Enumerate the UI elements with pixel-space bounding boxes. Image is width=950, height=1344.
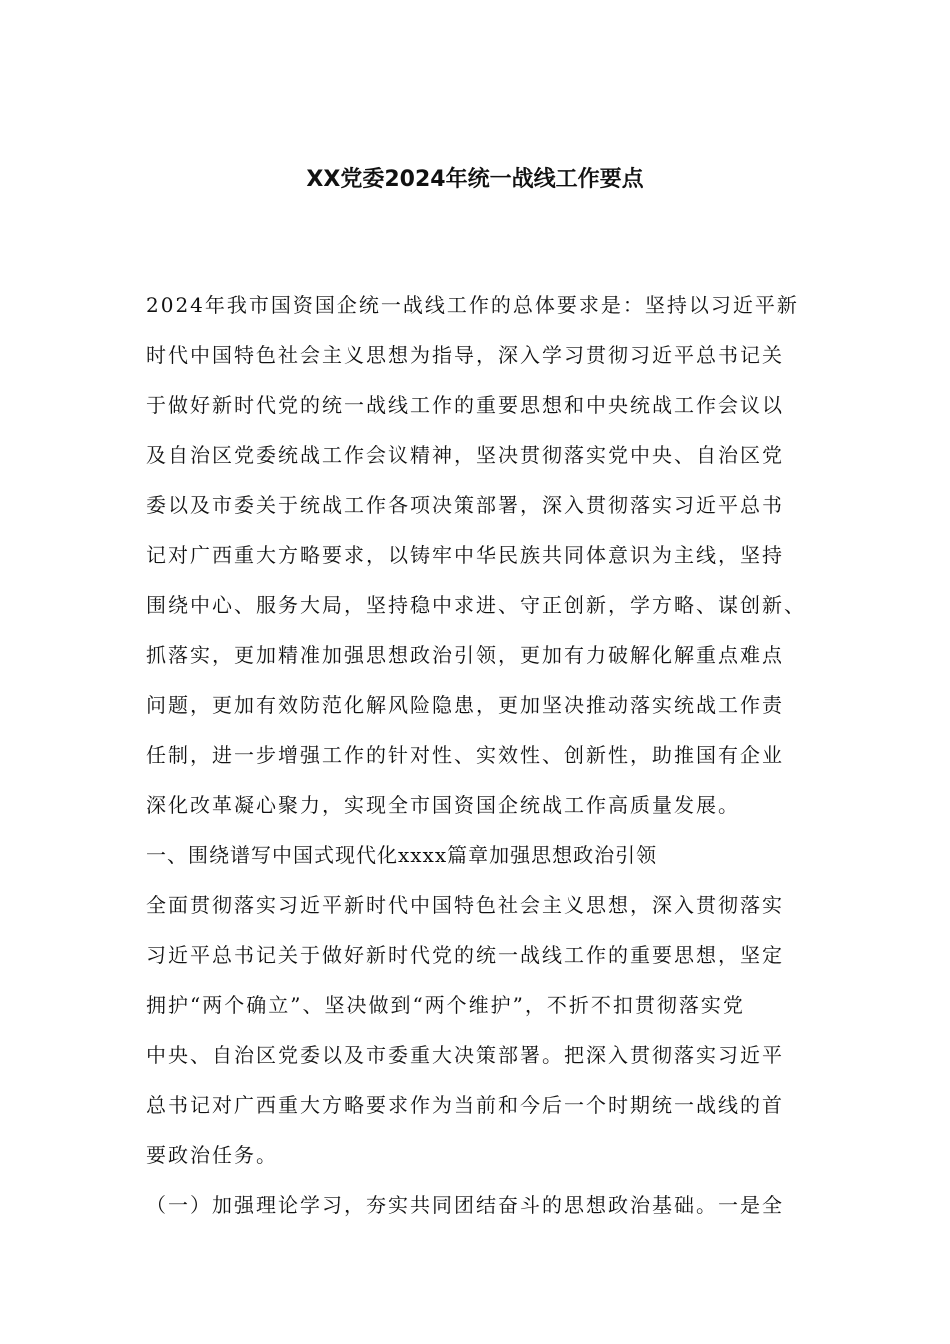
document-title: XX党委2024年统一战线工作要点 [306,167,644,192]
body-line: 2024年我市国资国企统一战线工作的总体要求是：坚持以习近平新 [146,293,799,317]
body-line: 任制，进一步增强工作的针对性、实效性、创新性，助推国有企业 [146,743,784,767]
body-line: 要政治任务。 [146,1143,278,1167]
body-line: 总书记对广西重大方略要求作为当前和今后一个时期统一战线的首 [146,1093,784,1117]
document-body [146,280,826,1230]
body-line: 围绕中心、服务大局，坚持稳中求进、守正创新，学方略、谋创新、 [146,593,806,617]
body-line: 委以及市委关于统战工作各项决策部署，深入贯彻落实习近平总书 [146,493,784,517]
body-line: 拥护“两个确立”、坚决做到“两个维护”，不折不扣贯彻落实党 [146,993,745,1017]
body-line: 时代中国特色社会主义思想为指导，深入学习贯彻习近平总书记关 [146,343,784,367]
subsection-heading: （一）加强理论学习，夯实共同团结奋斗的思想政治基础。一是全 [146,1193,784,1217]
body-line: 记对广西重大方略要求，以铸牢中华民族共同体意识为主线，坚持 [146,543,784,567]
section-heading: 一、围绕谱写中国式现代化xxxx篇章加强思想政治引领 [146,843,658,867]
body-line: 于做好新时代党的统一战线工作的重要思想和中央统战工作会议以 [146,393,784,417]
body-line: 深化改革凝心聚力，实现全市国资国企统战工作高质量发展。 [146,793,740,817]
body-line: 及自治区党委统战工作会议精神，坚决贯彻落实党中央、自治区党 [146,443,784,467]
body-line: 抓落实，更加精准加强思想政治引领，更加有力破解化解重点难点 [146,643,784,667]
body-line: 问题，更加有效防范化解风险隐患，更加坚决推动落实统战工作责 [146,693,784,717]
body-line: 全面贯彻落实习近平新时代中国特色社会主义思想，深入贯彻落实 [146,893,784,917]
body-line: 中央、自治区党委以及市委重大决策部署。把深入贯彻落实习近平 [146,1043,784,1067]
body-line: 习近平总书记关于做好新时代党的统一战线工作的重要思想，坚定 [146,943,784,967]
